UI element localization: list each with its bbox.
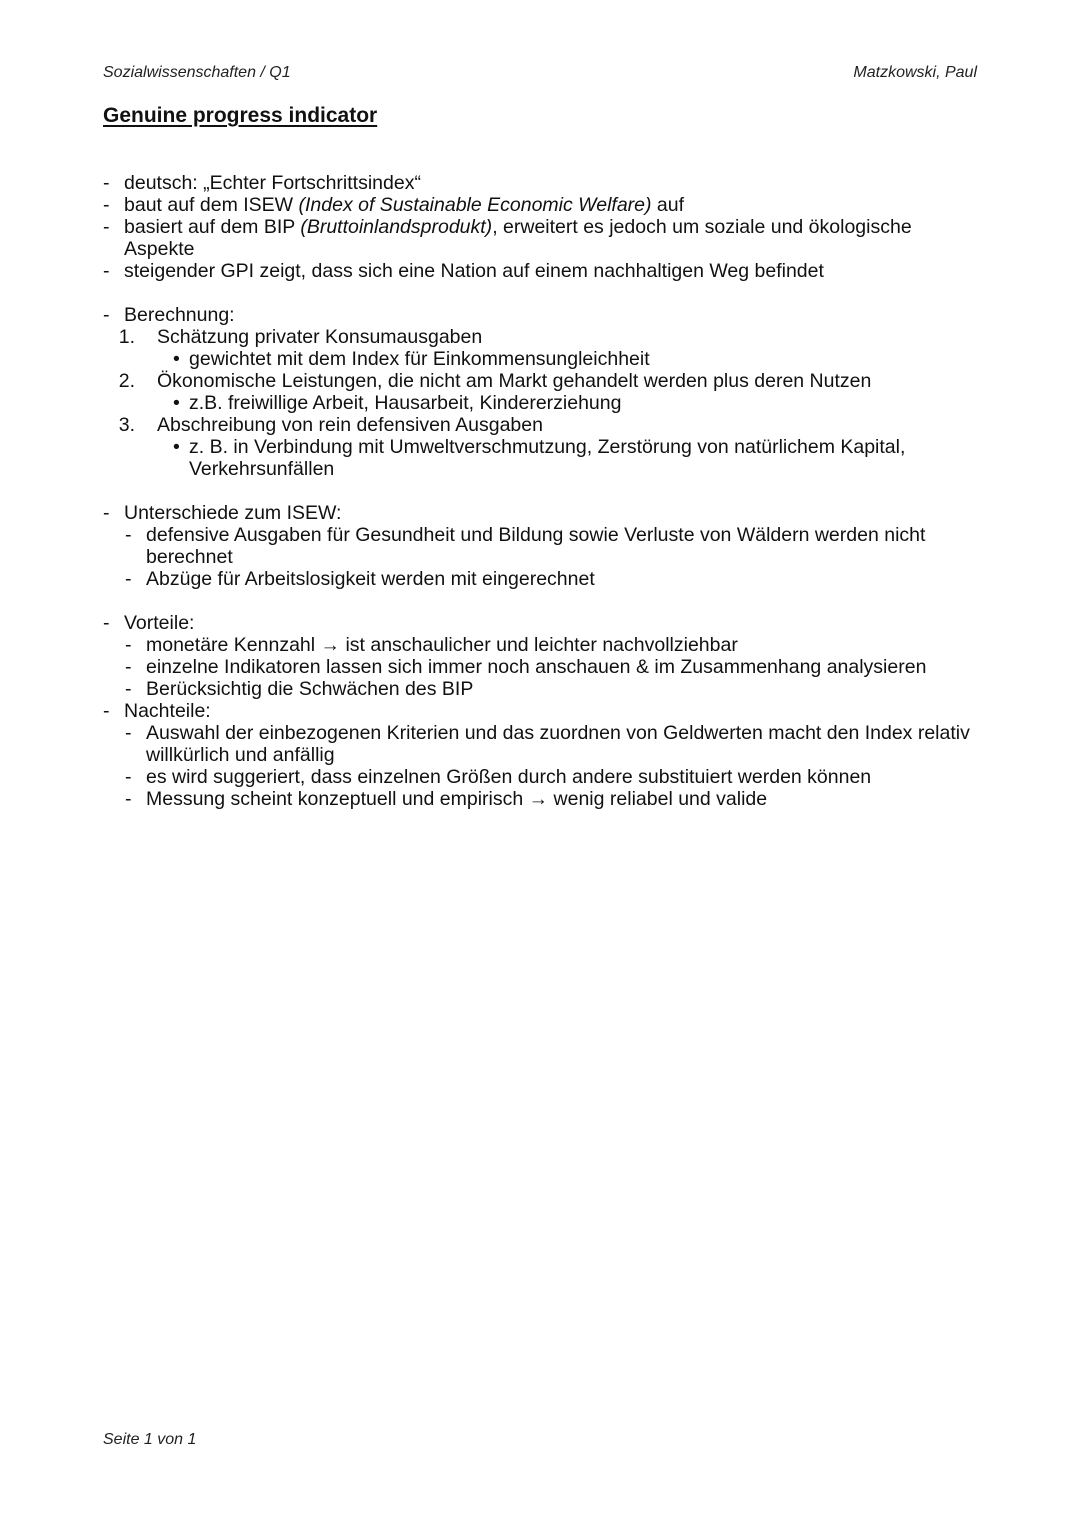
section-label: - Unterschiede zum ISEW: (103, 502, 342, 524)
list-item: - monetäre Kennzahl → ist anschaulicher und leichter nachvollziehbar (125, 634, 738, 656)
intro-list (103, 172, 973, 282)
list-item: - Auswahl der einbezogenen Kriterien und das zuordnen von Geldwerten macht den Index relativ willkürlich und anfällig (125, 722, 970, 766)
list-item: - Messung scheint konzeptuell und empirisch → wenig reliabel und valide (125, 788, 768, 810)
section-label: - Berechnung: (103, 304, 235, 326)
section-unterschiede (103, 502, 973, 590)
section-label: - Nachteile: (103, 700, 211, 722)
page-title: Genuine progress indicator (103, 104, 378, 127)
section-nachteile (103, 700, 973, 810)
list-item: - defensive Ausgaben für Gesundheit und Bildung sowie Verluste von Wäldern werden nicht berechnet (125, 524, 926, 568)
list-item: - Berücksichtig die Schwächen des BIP (125, 678, 474, 700)
section-label: - Vorteile: (103, 612, 195, 634)
section-vorteile (103, 612, 973, 700)
numbered-step: 1. Schätzung privater Konsumausgaben (118, 326, 483, 348)
header-author: Matzkowski, Paul (853, 64, 977, 81)
header-subject: Sozialwissenschaften / Q1 (103, 64, 291, 81)
page-footer: Seite 1 von 1 (103, 1431, 197, 1448)
numbered-step: 3. Abschreibung von rein defensiven Ausgaben (118, 414, 543, 436)
numbered-step-detail: • z. B. in Verbindung mit Umweltverschmutzung, Zerstörung von natürlichem Kapital, Verkehrsunfällen (173, 436, 906, 480)
section-berechnung (103, 304, 973, 480)
list-item: - einzelne Indikatoren lassen sich immer noch anschauen & im Zusammenhang analysieren (125, 656, 927, 678)
list-item: - deutsch: „Echter Fortschrittsindex“ (103, 172, 421, 194)
numbered-step-detail: • gewichtet mit dem Index für Einkommensungleichheit (173, 348, 650, 370)
list-item: - Abzüge für Arbeitslosigkeit werden mit eingerechnet (125, 568, 595, 590)
document-body (103, 172, 973, 832)
numbered-step: 2. Ökonomische Leistungen, die nicht am Markt gehandelt werden plus deren Nutzen (118, 370, 872, 392)
list-item: - baut auf dem ISEW (Index of Sustainable Economic Welfare) auf (103, 194, 685, 216)
list-item: - steigender GPI zeigt, dass sich eine Nation auf einem nachhaltigen Weg befindet (103, 260, 824, 282)
list-item: - es wird suggeriert, dass einzelnen Größen durch andere substituiert werden können (125, 766, 872, 788)
list-item: - basiert auf dem BIP (Bruttoinlandsprodukt), erweitert es jedoch um soziale und ökologische Aspekte (103, 216, 912, 260)
numbered-step-detail: • z.B. freiwillige Arbeit, Hausarbeit, Kindererziehung (173, 392, 622, 414)
